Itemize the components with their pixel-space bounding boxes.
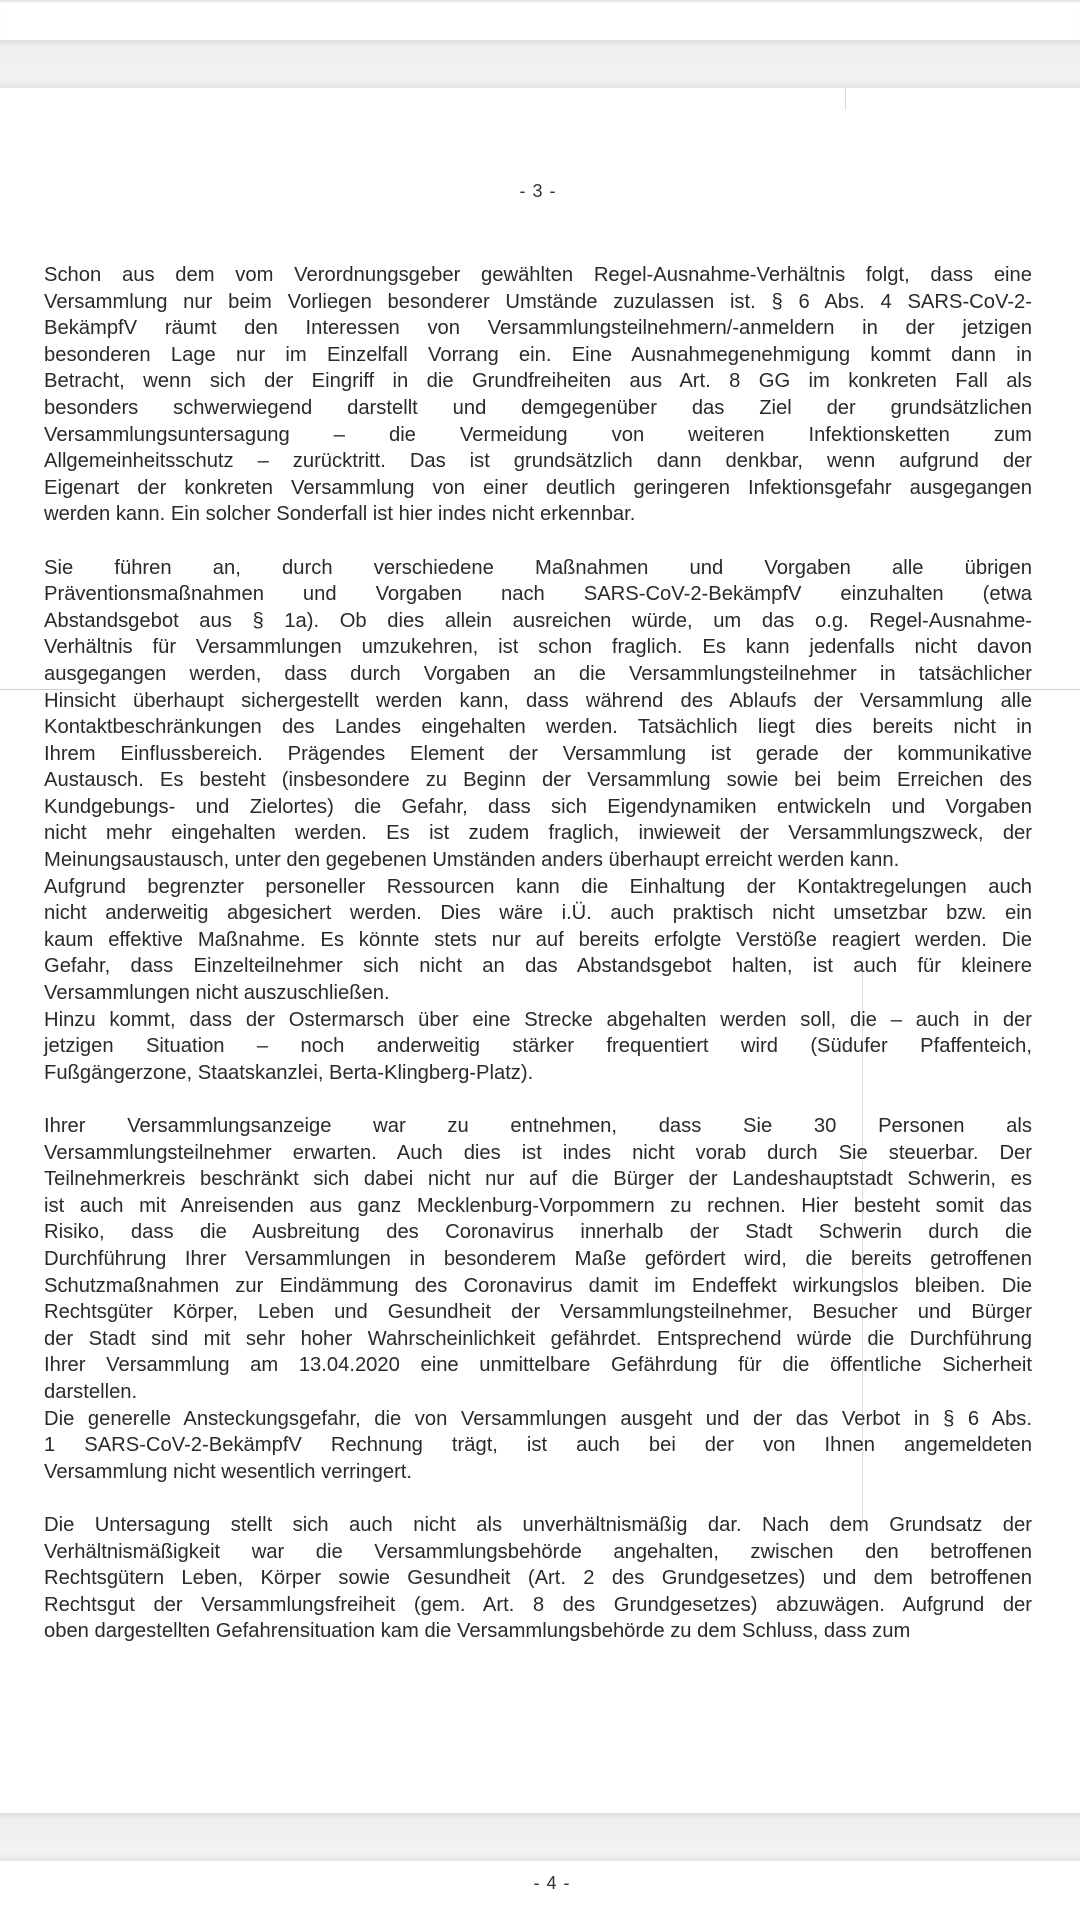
document-body bbox=[44, 262, 1032, 1645]
text-line: Durchführung Ihrer Versammlungen in besonderem Maße gefördert wird, die bereits getroffenen bbox=[44, 1247, 1032, 1270]
text-line: werden kann. Ein solcher Sonderfall ist hier indes nicht erkennbar. bbox=[44, 503, 636, 526]
text-line: Versammlung nicht wesentlich verringert. bbox=[44, 1460, 413, 1483]
text-line: Versammlungsteilnehmer erwarten. Auch dies ist indes nicht vorab durch Sie steuerbar. Der bbox=[44, 1141, 1032, 1164]
text-line: der Stadt sind mit sehr hoher Wahrscheinlichkeit gefährdet. Entsprechend würde die Durchführung bbox=[44, 1327, 1032, 1350]
text-line: Rechtsgüter Körper, Leben und Gesundheit der Versammlungsteilnehmer, Besucher und Bürger bbox=[44, 1301, 1032, 1324]
text-line: Kundgebungs- und Zielortes) die Gefahr, dass sich Eigendynamiken entwickeln und Vorgaben bbox=[44, 795, 1032, 818]
text-line: nicht anderweitig abgesichert werden. Dies wäre i.Ü. auch praktisch nicht umsetzbar bzw. ein bbox=[44, 902, 1032, 925]
page-separator-bottom bbox=[0, 1813, 1080, 1861]
scan-fold-line bbox=[862, 968, 863, 1528]
text-line: Schon aus dem vom Verordnungsgeber gewählten Regel-Ausnahme-Verhältnis folgt, dass eine bbox=[44, 264, 1032, 286]
scan-crease bbox=[1000, 689, 1080, 690]
text-line: Aufgrund begrenzter personeller Ressourcen kann die Einhaltung der Kontaktregelungen auch bbox=[44, 875, 1032, 898]
text-line: Die generelle Ansteckungsgefahr, die von Versammlungen ausgeht und der das Verbot in § 6 Abs. bbox=[44, 1407, 1032, 1430]
text-line: Risiko, dass die Ausbreitung des Coronavirus innerhalb der Stadt Schwerin durch die bbox=[44, 1221, 1032, 1244]
page-separator-top bbox=[0, 40, 1080, 88]
text-line: ist auch mit Anreisenden aus ganz Mecklenburg-Vorpommern zu rechnen. Hier besteht somit das bbox=[44, 1194, 1032, 1217]
text-line: nicht mehr eingehalten werden. Es ist zudem fraglich, inwieweit der Versammlungszweck, der bbox=[44, 822, 1032, 845]
text-line: Ihrer Versammlung am 13.04.2020 eine unmittelbare Gefährdung für die öffentliche Sicherheit bbox=[44, 1354, 1032, 1377]
text-line: oben dargestellten Gefahrensituation kam die Versammlungsbehörde zu dem Schluss, dass zum bbox=[44, 1620, 911, 1643]
page-number: - 3 - bbox=[519, 181, 557, 201]
text-line: besonderen Lage nur im Einzelfall Vorrang ein. Eine Ausnahmegenehmigung kommt dann in bbox=[44, 343, 1032, 366]
text-line: Ihrem Einflussbereich. Prägendes Element der Versammlung ist gerade der kommunikative bbox=[44, 742, 1032, 765]
text-line: darstellen. bbox=[44, 1380, 138, 1403]
text-line: Die Untersagung stellt sich auch nicht als unverhältnismäßig dar. Nach dem Grundsatz der bbox=[44, 1513, 1032, 1536]
document-page-4 bbox=[0, 1861, 1080, 1920]
text-line: ausgegangen werden, dass durch Vorgaben an die Versammlungsteilnehmer in tatsächlicher bbox=[44, 662, 1032, 685]
text-line: Teilnehmerkreis beschränkt sich dabei nicht nur auf die Bürger der Landeshauptstadt Schwerin, es bbox=[44, 1168, 1032, 1191]
text-line: Ihrer Versammlungsanzeige war zu entnehmen, dass Sie 30 Personen als bbox=[44, 1115, 1032, 1137]
scan-crease bbox=[0, 689, 80, 690]
paragraph bbox=[44, 1512, 1032, 1645]
text-line: BekämpfV räumt den Interessen von Versammlungsteilnehmern/-anmeldern in der jetzigen bbox=[44, 317, 1032, 340]
text-line: Gefahr, dass Einzelteilnehmer sich nicht an das Abstandsgebot halten, ist auch für kleinere bbox=[44, 955, 1032, 978]
paragraph bbox=[44, 1406, 1032, 1486]
text-line: Meinungsaustausch, unter den gegebenen Umständen anders überhaupt erreicht werden kann. bbox=[44, 849, 900, 872]
text-line: Versammlungsuntersagung – die Vermeidung von weiteren Infektionsketten zum bbox=[44, 423, 1032, 446]
text-line: Betracht, wenn sich der Eingriff in die Grundfreiheiten aus Art. 8 GG im konkreten Fall als bbox=[44, 370, 1032, 393]
text-line: Sie führen an, durch verschiedene Maßnahmen und Vorgaben alle übrigen bbox=[44, 556, 1032, 579]
paragraph bbox=[44, 1113, 1032, 1406]
text-line: Präventionsmaßnahmen und Vorgaben nach SARS-CoV-2-BekämpfV einzuhalten (etwa bbox=[44, 583, 1032, 606]
text-line: Austausch. Es besteht (insbesondere zu Beginn der Versammlung sowie bei beim Erreichen des bbox=[44, 769, 1032, 792]
text-line: Kontaktbeschränkungen des Landes eingehalten werden. Tatsächlich liegt dies bereits nicht in bbox=[44, 716, 1032, 739]
page-number: - 4 - bbox=[533, 1873, 571, 1893]
text-line: Rechtsgütern Leben, Körper sowie Gesundheit (Art. 2 des Grundgesetzes) und dem betroffenen bbox=[44, 1567, 1032, 1590]
scan-artifact bbox=[845, 88, 846, 110]
text-line: besonders schwerwiegend darstellt und demgegenüber das Ziel der grundsätzlichen bbox=[44, 396, 1032, 419]
text-line: Verhältnis für Versammlungen umzukehren, ist schon fraglich. Es kann jedenfalls nicht davon bbox=[44, 636, 1032, 659]
text-line: Versammlungen nicht auszuschließen. bbox=[44, 982, 390, 1005]
text-line: Versammlung nur beim Vorliegen besonderer Umstände zuzulassen ist. § 6 Abs. 4 SARS-CoV-2- bbox=[44, 290, 1032, 313]
text-line: Allgemeinheitsschutz – zurücktritt. Das ist grundsätzlich dann denkbar, wenn aufgrund der bbox=[44, 450, 1032, 473]
text-line: Schutzmaßnahmen zur Eindämmung des Coronavirus damit im Endeffekt wirkungslos bleiben. Die bbox=[44, 1274, 1032, 1297]
text-line: Fußgängerzone, Staatskanzlei, Berta-Klingberg-Platz). bbox=[44, 1061, 534, 1084]
document-page-3 bbox=[0, 88, 1080, 1813]
previous-page-bottom-edge bbox=[0, 0, 1080, 40]
paragraph bbox=[44, 262, 1032, 528]
text-line: 1 SARS-CoV-2-BekämpfV Rechnung trägt, ist auch bei der von Ihnen angemeldeten bbox=[44, 1434, 1032, 1457]
paragraph bbox=[44, 1007, 1032, 1087]
text-line: Rechtsgut der Versammlungsfreiheit (gem. Art. 8 des Grundgesetzes) abzuwägen. Aufgrund der bbox=[44, 1593, 1032, 1616]
text-line: Verhältnismäßigkeit war die Versammlungsbehörde angehalten, zwischen den betroffenen bbox=[44, 1540, 1032, 1563]
paragraph bbox=[44, 555, 1032, 874]
text-line: Abstandsgebot aus § 1a). Ob dies allein ausreichen würde, um das o.g. Regel-Ausnahme- bbox=[44, 609, 1032, 632]
paragraph bbox=[44, 874, 1032, 1007]
text-line: Hinsicht überhaupt sichergestellt werden kann, dass während des Ablaufs der Versammlung alle bbox=[44, 689, 1032, 712]
text-line: kaum effektive Maßnahme. Es könnte stets nur auf bereits erfolgte Verstöße reagiert werden. Die bbox=[44, 928, 1032, 951]
text-line: jetzigen Situation – noch anderweitig stärker frequentiert wird (Südufer Pfaffenteich, bbox=[44, 1035, 1032, 1058]
text-line: Eigenart der konkreten Versammlung von einer deutlich geringeren Infektionsgefahr ausgegangen bbox=[44, 476, 1032, 499]
text-line: Hinzu kommt, dass der Ostermarsch über eine Strecke abgehalten werden soll, die – auch in der bbox=[44, 1008, 1032, 1031]
